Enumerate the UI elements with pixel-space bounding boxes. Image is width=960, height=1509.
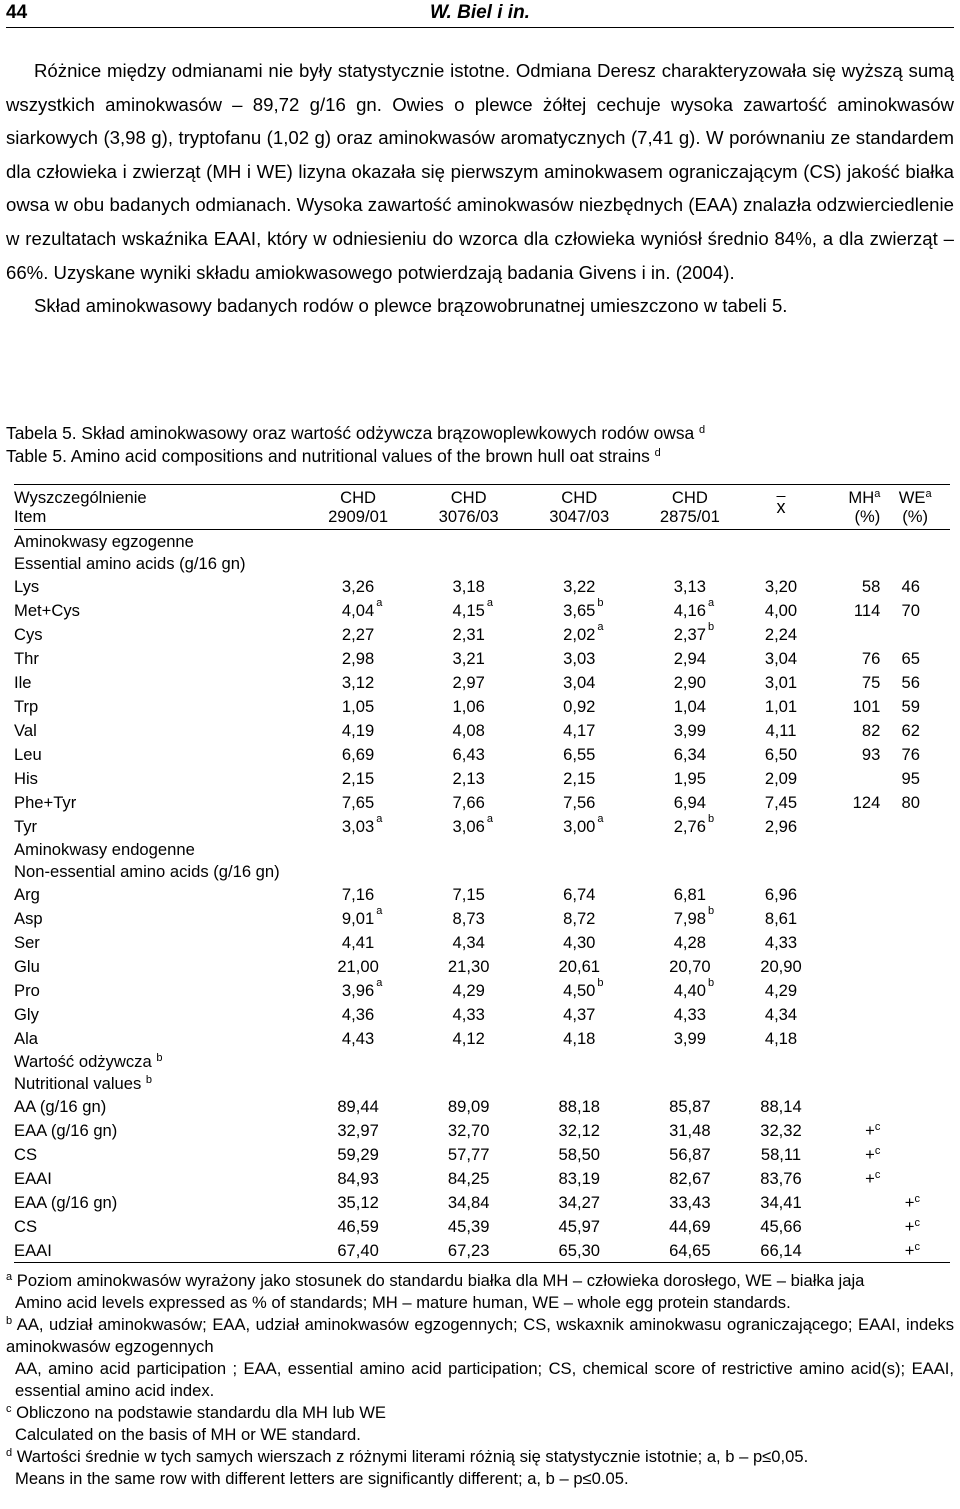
mean-value-cell: 2,09 <box>764 768 798 788</box>
row-label: EAA (g/16 gn) <box>14 1120 118 1140</box>
strain-value-cell: 3,06 a <box>452 812 493 836</box>
mh-percent-cell <box>817 882 880 906</box>
mh-percent-cell <box>817 1026 880 1050</box>
we-percent-cell <box>880 1094 950 1118</box>
we-percent-cell <box>880 814 950 838</box>
mh-percent-cell <box>817 1190 880 1214</box>
header-mh: $MH^a$ <box>817 485 880 508</box>
strain-value-cell: 1,04 <box>673 696 706 716</box>
row-label: Ala <box>14 1028 38 1048</box>
strain-value-cell: 58,50 <box>558 1144 601 1164</box>
footnote: Means in the same row with different letters are significantly different; a, b – p≤0.05. <box>15 1469 629 1488</box>
row-label: Arg <box>14 884 40 904</box>
row-label: Tyr <box>14 816 38 836</box>
strain-value-cell: 3,99 <box>673 1028 706 1048</box>
row-label: AA (g/16 gn) <box>14 1096 107 1116</box>
row-label: His <box>14 768 38 788</box>
table-row <box>14 1094 950 1118</box>
table-row <box>14 1190 950 1214</box>
strain-value-cell: 21,30 <box>447 956 490 976</box>
header-strain-code: CHD <box>413 485 524 508</box>
strain-value-cell: 3,13 <box>673 576 706 596</box>
mh-percent-cell: 75 <box>861 672 881 692</box>
calc-basis-mark: c <box>914 1240 920 1253</box>
strain-value-cell: 3,00 a <box>563 812 604 836</box>
section-heading: Non-essential amino acids (g/16 gn) <box>14 861 280 881</box>
strain-value-cell: 2,13 <box>452 768 485 788</box>
page-number: 44 <box>6 2 28 23</box>
we-percent-cell <box>880 1166 950 1190</box>
row-label: Met+Cys <box>14 600 80 620</box>
strain-value-cell: 7,15 <box>452 884 485 904</box>
strain-value-cell: 88,18 <box>558 1096 601 1116</box>
section-heading-row <box>14 552 950 574</box>
strain-value-cell: 2,27 <box>341 624 375 644</box>
footnote: $^b$ AA, udział aminokwasów; EAA, udział aminokwasów egzogennych; CS, wskaxnik aminokwasu ograniczającego; EAAI, indeks aminokwasów egzogennych <box>6 1315 954 1356</box>
header-strain-number: 3076/03 <box>413 507 524 530</box>
header-strain-code: CHD <box>524 485 635 508</box>
calc-basis-mark: c <box>874 1144 881 1157</box>
mean-value-cell: 3,20 <box>764 576 798 596</box>
caption-pl: Tabela 5. Skład aminokwasowy oraz wartość odżywcza brązowoplewkowych rodów owsa $^d$ <box>6 423 706 443</box>
we-percent-cell: +$^c$ <box>904 1192 920 1212</box>
header-strain-code: CHD <box>303 485 414 508</box>
body-paragraph: Różnice między odmianami nie były statystycznie istotne. Odmiana Deresz charakteryzowała się wyższą sumą wszystkich aminokwasów – 89,72 g/16 gn. Owies o plewce żółtej cechuje wysoka zawartość aminokwasów siarkowych (3,98 g), tryptofanu (1,02 g) oraz aminokwasów aromatycznych (7,41 g). W porównaniu ze standardem dla człowieka i zwierząt (MH i WE) lizyna okazała się pierwszym aminokwasem ograniczającym (CS) jakość białka owsa w obu badanych odmianach. Wysoka zawartość aminokwasów niezbędnych (EAA) znalazła odzwierciedlenie w rezultatach wskaźnika EAAI, który w odniesieniu do wzorca dla człowieka wyniósł średnio 84%, a dla zwierząt – 66%. Uzyskane wyniki składu amiokwasowego potwierdzają badania Givens i in. (2004). <box>6 60 954 283</box>
we-percent-cell <box>880 622 950 646</box>
strain-value-cell: 7,16 <box>341 884 375 904</box>
strain-value-cell: 6,74 <box>563 884 596 904</box>
mh-percent-cell: 114 <box>853 600 881 620</box>
we-percent-cell: 65 <box>901 648 920 668</box>
amino-acid-table <box>14 484 950 1263</box>
strain-value-cell: 84,93 <box>337 1168 379 1188</box>
strain-value-cell: 2,90 <box>673 672 706 692</box>
strain-value-cell: 6,43 <box>452 744 485 764</box>
strain-value-cell: 6,81 <box>673 884 706 904</box>
mh-percent-cell: 101 <box>852 696 881 716</box>
strain-value-cell: 4,50 b <box>563 976 604 1000</box>
strain-value-cell: 4,41 <box>341 932 375 952</box>
mean-value-cell: 2,24 <box>764 624 798 644</box>
mh-percent-cell: 82 <box>861 720 881 740</box>
strain-value-cell: 4,04 a <box>341 596 383 620</box>
section-heading-row <box>14 838 950 860</box>
table-row <box>14 814 950 838</box>
strain-value-cell: 89,44 <box>337 1096 379 1116</box>
we-percent-cell <box>880 882 950 906</box>
row-label: Gly <box>14 1004 39 1024</box>
strain-value-cell: 4,33 <box>673 1004 706 1024</box>
mean-value-cell: 83,76 <box>760 1168 802 1188</box>
section-heading: Aminokwasy endogenne <box>14 839 195 859</box>
strain-value-cell: 34,27 <box>558 1192 601 1212</box>
we-percent-cell: 59 <box>901 696 920 716</box>
calc-basis-mark: c <box>914 1216 920 1229</box>
page-header <box>6 0 954 28</box>
footnote-mark: a <box>6 1271 13 1283</box>
strain-value-cell: 1,06 <box>452 696 485 716</box>
strain-value-cell: 4,17 <box>563 720 596 740</box>
mh-percent-cell <box>817 1002 880 1026</box>
we-percent-cell: 70 <box>901 600 920 620</box>
header-strain-number: 2909/01 <box>303 507 414 530</box>
we-percent-cell <box>880 954 950 978</box>
mh-percent-cell <box>817 1094 880 1118</box>
we-percent-cell <box>880 1026 950 1050</box>
we-percent-cell: 62 <box>901 720 920 740</box>
we-percent-cell: 76 <box>901 744 920 764</box>
running-head-authors: W. Biel i in. <box>430 2 530 23</box>
footnote: Calculated on the basis of MH or WE standard. <box>15 1425 361 1444</box>
mean-value-cell: 7,45 <box>764 792 798 812</box>
mean-value-cell: 4,18 <box>764 1028 798 1048</box>
mean-value-cell: 6,50 <box>764 744 798 764</box>
table-row <box>14 694 950 718</box>
mean-value-cell: 4,33 <box>764 932 798 952</box>
strain-value-cell: 3,03 a <box>341 812 383 836</box>
we-percent-cell <box>880 978 950 1002</box>
strain-value-cell: 4,30 <box>563 932 596 952</box>
we-percent-cell: 46 <box>901 576 920 596</box>
mh-percent-cell <box>817 930 880 954</box>
body-text <box>6 54 954 323</box>
strain-value-cell: 20,61 <box>558 956 601 976</box>
header-we: $WE^a$ <box>880 485 950 508</box>
strain-value-cell: 82,67 <box>669 1168 711 1188</box>
table-row <box>14 670 950 694</box>
strain-value-cell: 4,37 <box>563 1004 596 1024</box>
calc-basis-mark: c <box>874 1120 881 1133</box>
mean-value-cell: 6,96 <box>764 884 798 904</box>
strain-value-cell: 3,03 <box>563 648 596 668</box>
strain-value-cell: 3,26 <box>341 576 375 596</box>
footnote-mark: d <box>6 1447 13 1459</box>
we-percent-cell: 95 <box>901 768 920 788</box>
mh-percent-cell <box>817 906 880 930</box>
table-row <box>14 1166 950 1190</box>
strain-value-cell: 2,94 <box>673 648 706 668</box>
section-heading: Nutritional values $^b$ <box>14 1073 153 1093</box>
strain-value-cell: 33,43 <box>669 1192 711 1212</box>
strain-value-cell: 4,16 a <box>673 596 715 620</box>
mean-value-cell: 66,14 <box>745 1238 817 1263</box>
table-row <box>14 978 950 1002</box>
table-row <box>14 1118 950 1142</box>
mean-value-cell: 3,04 <box>764 648 798 668</box>
section-heading-row <box>14 1072 950 1094</box>
row-label: CS <box>14 1144 38 1164</box>
table-row <box>14 954 950 978</box>
table-row <box>14 622 950 646</box>
calc-basis-mark: c <box>914 1192 920 1205</box>
table-row <box>14 1142 950 1166</box>
strain-value-cell: 21,00 <box>337 956 379 976</box>
header-unit-mh: (%) <box>817 507 880 530</box>
strain-value-cell: 4,08 <box>452 720 485 740</box>
mh-percent-cell: +$^c$ <box>865 1144 881 1164</box>
strain-value-cell: 32,12 <box>558 1120 601 1140</box>
table-row <box>14 646 950 670</box>
strain-value-cell: 34,84 <box>447 1192 490 1212</box>
mh-percent-cell <box>817 954 880 978</box>
row-label: Leu <box>14 744 42 764</box>
mh-percent-cell: 76 <box>861 648 881 668</box>
strain-value-cell: 2,76 b <box>673 812 715 836</box>
we-percent-cell <box>880 1118 950 1142</box>
row-label: EAA (g/16 gn) <box>14 1192 118 1212</box>
strain-value-cell: 45,97 <box>558 1216 601 1236</box>
row-label: Lys <box>14 576 40 596</box>
calc-basis-mark: c <box>874 1168 881 1181</box>
strain-value-cell: 4,15 a <box>452 596 493 620</box>
strain-value-cell: 2,15 <box>341 768 375 788</box>
strain-value-cell: 67,40 <box>303 1238 414 1263</box>
row-label: Asp <box>14 908 43 928</box>
strain-value-cell: 2,98 <box>341 648 375 668</box>
strain-value-cell: 31,48 <box>669 1120 711 1140</box>
strain-value-cell: 85,87 <box>669 1096 711 1116</box>
footnote: $^a$ Poziom aminokwasów wyrażony jako stosunek do standardu białka dla MH – człowieka dorosłego, WE – białka jaja <box>6 1271 865 1290</box>
strain-value-cell: 3,18 <box>452 576 485 596</box>
strain-value-cell: 3,22 <box>563 576 596 596</box>
we-percent-cell: 80 <box>901 792 920 812</box>
header-unit-we: (%) <box>880 507 950 530</box>
strain-value-cell: 2,31 <box>452 624 485 644</box>
mean-value-cell: 4,29 <box>764 980 798 1000</box>
strain-value-cell: 4,33 <box>452 1004 485 1024</box>
mh-percent-cell: 124 <box>852 792 881 812</box>
we-percent-cell: +$^c$ <box>880 1238 950 1263</box>
we-percent-cell: +$^c$ <box>904 1216 920 1236</box>
strain-value-cell: 2,02 a <box>563 620 604 644</box>
row-label: CS <box>14 1216 38 1236</box>
table-row <box>14 1214 950 1238</box>
we-percent-cell <box>880 906 950 930</box>
strain-value-cell: 59,29 <box>337 1144 379 1164</box>
header-item-pl: Wyszczególnienie <box>14 485 303 508</box>
table-row <box>14 1026 950 1050</box>
table-row <box>14 1002 950 1026</box>
we-percent-cell <box>880 1142 950 1166</box>
strain-value-cell: 89,09 <box>447 1096 490 1116</box>
row-label: EAAI <box>14 1238 303 1263</box>
strain-value-cell: 84,25 <box>447 1168 490 1188</box>
table-footnotes <box>6 1270 954 1490</box>
strain-value-cell: 65,30 <box>524 1238 635 1263</box>
strain-value-cell: 44,69 <box>669 1216 711 1236</box>
strain-value-cell: 0,92 <box>563 696 596 716</box>
table-row <box>14 574 950 598</box>
header-mean: $\overline{x}$ <box>745 485 817 530</box>
table-row <box>14 742 950 766</box>
section-heading: Aminokwasy egzogenne <box>14 531 194 551</box>
strain-value-cell: 57,77 <box>447 1144 490 1164</box>
strain-value-cell: 4,12 <box>452 1028 485 1048</box>
footnote: AA, amino acid participation ; EAA, essential amino acid participation; CS, chemical score of restrictive amino acid(s); EAAI, essential amino acid index. <box>15 1359 954 1400</box>
footnote: $^d$ Wartości średnie w tych samych wierszach z różnymi literami różnią się statystycznie istotnie; a, b – p≤0,05. <box>6 1447 809 1466</box>
strain-value-cell: 20,70 <box>669 956 711 976</box>
strain-value-cell: 6,69 <box>341 744 375 764</box>
mean-value-cell: 34,41 <box>760 1192 802 1212</box>
row-label: Ser <box>14 932 40 952</box>
strain-value-cell: 7,56 <box>563 792 596 812</box>
strain-value-cell: 1,95 <box>673 768 706 788</box>
strain-value-cell: 3,04 <box>563 672 596 692</box>
strain-value-cell: 4,18 <box>563 1028 596 1048</box>
strain-value-cell: 4,36 <box>341 1004 375 1024</box>
row-label: Trp <box>14 696 39 716</box>
row-label: EAAI <box>14 1168 52 1188</box>
table-row <box>14 1238 950 1263</box>
strain-value-cell: 7,65 <box>341 792 375 812</box>
footnote-mark: c <box>6 1403 12 1415</box>
mh-percent-cell: 58 <box>861 576 881 596</box>
caption-en: Table 5. Amino acid compositions and nutritional values of the brown hull oat strains $^d$ <box>6 446 661 466</box>
row-label: Glu <box>14 956 40 976</box>
strain-value-cell: 7,98 b <box>673 904 715 928</box>
body-paragraph: Skład aminokwasowy badanych rodów o plewce brązowobrunatnej umieszczono w tabeli 5. <box>34 295 788 317</box>
footnote: $^c$ Obliczono na podstawie standardu dla MH lub WE <box>6 1403 386 1422</box>
strain-value-cell: 56,87 <box>669 1144 711 1164</box>
table-header-row <box>14 485 950 508</box>
mean-value-cell: 4,00 <box>764 600 798 620</box>
strain-value-cell: 1,05 <box>341 696 375 716</box>
strain-value-cell: 45,39 <box>447 1216 490 1236</box>
mean-value-cell: 2,96 <box>764 816 798 836</box>
strain-value-cell: 6,34 <box>673 744 706 764</box>
strain-value-cell: 4,34 <box>452 932 485 952</box>
row-label: Val <box>14 720 37 740</box>
mh-percent-cell <box>817 978 880 1002</box>
table-row <box>14 598 950 622</box>
we-percent-cell <box>880 1002 950 1026</box>
row-label: Ile <box>14 672 32 692</box>
strain-value-cell: 2,15 <box>563 768 596 788</box>
strain-value-cell: 4,19 <box>341 720 375 740</box>
strain-value-cell: 6,94 <box>673 792 706 812</box>
strain-value-cell: 67,23 <box>413 1238 524 1263</box>
table-row <box>14 718 950 742</box>
section-heading-row <box>14 860 950 882</box>
strain-value-cell: 8,73 <box>452 908 485 928</box>
mh-percent-cell: +$^c$ <box>865 1168 881 1188</box>
table-row <box>14 882 950 906</box>
section-heading: Wartość odżywcza $^b$ <box>14 1051 163 1071</box>
strain-value-cell: 6,55 <box>563 744 596 764</box>
row-label: Thr <box>14 648 39 668</box>
mh-percent-cell <box>817 814 880 838</box>
row-label: Phe+Tyr <box>14 792 77 812</box>
mean-value-cell: 4,11 <box>765 720 797 740</box>
strain-value-cell: 3,65 b <box>563 596 604 620</box>
mh-percent-cell: 93 <box>861 744 881 764</box>
strain-value-cell: 46,59 <box>337 1216 379 1236</box>
header-strain-number: 2875/01 <box>635 507 746 530</box>
strain-value-cell: 2,97 <box>452 672 485 692</box>
header-strain-number: 3047/03 <box>524 507 635 530</box>
strain-value-cell: 3,96 a <box>341 976 383 1000</box>
strain-value-cell: 3,12 <box>341 672 375 692</box>
strain-value-cell: 3,21 <box>452 648 485 668</box>
table-row <box>14 906 950 930</box>
mean-value-cell: 45,66 <box>760 1216 802 1236</box>
strain-value-cell: 35,12 <box>337 1192 379 1212</box>
section-heading-row <box>14 1050 950 1072</box>
strain-value-cell: 32,97 <box>337 1120 379 1140</box>
strain-value-cell: 2,37 b <box>673 620 715 644</box>
table-row <box>14 790 950 814</box>
strain-value-cell: 32,70 <box>447 1120 490 1140</box>
mh-percent-cell <box>817 622 880 646</box>
strain-value-cell: 9,01 a <box>341 904 383 928</box>
header-item-en: Item <box>14 507 303 530</box>
mh-percent-cell: +$^c$ <box>865 1120 881 1140</box>
mh-percent-cell <box>817 1214 880 1238</box>
mean-value-cell: 20,90 <box>760 956 802 976</box>
strain-value-cell: 83,19 <box>558 1168 601 1188</box>
footnote: Amino acid levels expressed as % of standards; MH – mature human, WE – whole egg protein standards. <box>15 1293 791 1312</box>
table-caption <box>6 422 954 468</box>
section-heading-row <box>14 530 950 553</box>
table-row <box>14 930 950 954</box>
we-percent-cell: 56 <box>901 672 920 692</box>
strain-value-cell: 64,65 <box>635 1238 746 1263</box>
strain-value-cell: 4,29 <box>452 980 485 1000</box>
mean-value-cell: 4,34 <box>764 1004 798 1024</box>
mean-value-cell: 58,11 <box>760 1144 802 1164</box>
section-heading: Essential amino acids (g/16 gn) <box>14 553 246 573</box>
strain-value-cell: 4,28 <box>673 932 706 952</box>
header-strain-code: CHD <box>635 485 746 508</box>
mean-value-cell: 8,61 <box>764 908 798 928</box>
we-percent-cell <box>880 930 950 954</box>
mean-value-cell: 32,32 <box>760 1120 802 1140</box>
strain-value-cell: 4,43 <box>341 1028 375 1048</box>
strain-value-cell: 3,99 <box>673 720 706 740</box>
strain-value-cell: 8,72 <box>563 908 596 928</box>
row-label: Pro <box>14 980 40 1000</box>
mh-percent-cell <box>817 1238 880 1263</box>
table-row <box>14 766 950 790</box>
row-label: Cys <box>14 624 43 644</box>
mean-value-cell: 3,01 <box>764 672 798 692</box>
strain-value-cell: 7,66 <box>452 792 485 812</box>
mh-percent-cell <box>817 766 880 790</box>
mean-value-cell: 1,01 <box>764 696 798 716</box>
strain-value-cell: 4,40 b <box>673 976 715 1000</box>
mean-value-cell: 88,14 <box>760 1096 802 1116</box>
footnote-mark: b <box>6 1315 13 1327</box>
